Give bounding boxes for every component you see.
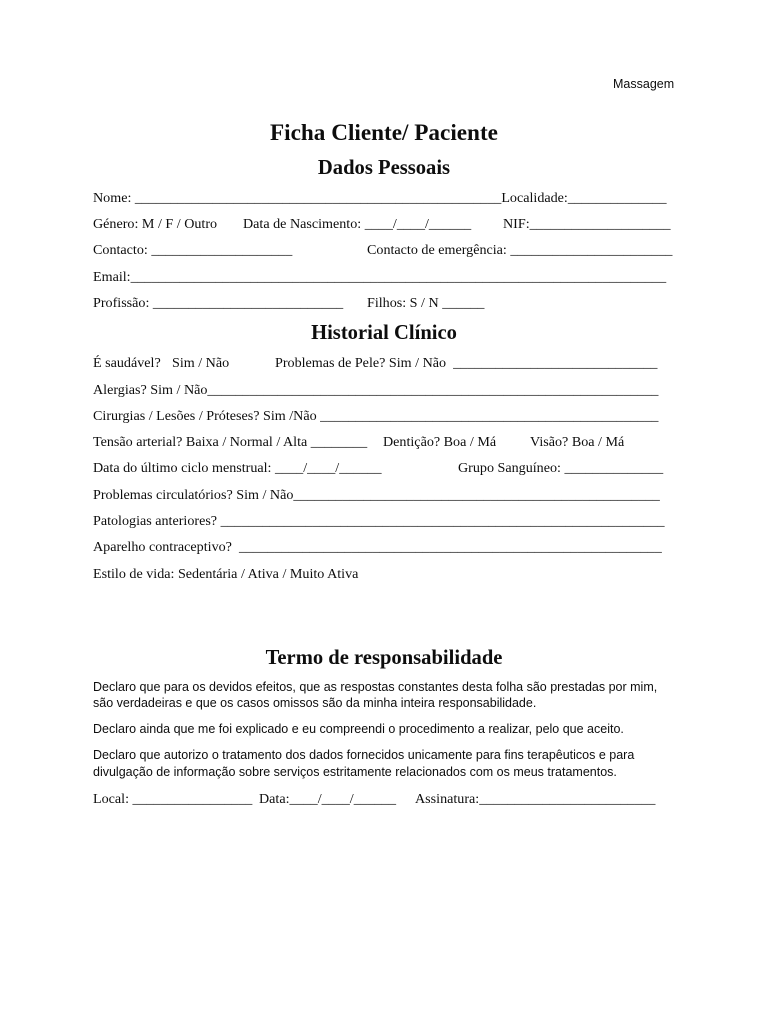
section-heading-termo: Termo de responsabilidade: [265, 647, 503, 669]
field-email: Email:____________________________________________________________________________: [93, 269, 667, 285]
field-nif: NIF:____________________: [503, 216, 671, 232]
field-tensao-arterial: Tensão arterial? Baixa / Normal / Alta ________: [93, 434, 368, 450]
field-filhos: Filhos: S / N ______: [367, 295, 485, 311]
field-profissao: Profissão: ___________________________: [93, 295, 344, 311]
field-patologias: Patologias anteriores? _______________________________________________________________: [93, 513, 665, 529]
field-aparelho-contraceptivo: Aparelho contraceptivo? ____________________________________________________________: [93, 539, 662, 555]
field-saudavel-options: Sim / Não: [172, 355, 230, 371]
field-problemas-pele: Problemas de Pele? Sim / Não _____________________________: [275, 355, 658, 371]
field-alergias: Alergias? Sim / Não________________________________________________________________: [93, 382, 659, 398]
declaration-paragraph-2-line-1: Declaro ainda que me foi explicado e eu compreendi o procedimento a realizar, pelo que aceito.: [93, 722, 624, 736]
field-local: Local: _________________: [93, 791, 253, 807]
declaration-paragraph-3-line-2: divulgação de informação sobre serviços estritamente relacionados com os meus tratamentos.: [93, 765, 617, 779]
field-contacto-emergencia: Contacto de emergência: _______________________: [367, 242, 673, 258]
field-problemas-circulatorios: Problemas circulatórios? Sim / Não____________________________________________________: [93, 487, 660, 503]
field-data: Data:____/____/______: [259, 791, 397, 807]
field-assinatura: Assinatura:_________________________: [415, 791, 656, 807]
field-estilo-vida: Estilo de vida: Sedentária / Ativa / Muito Ativa: [93, 566, 359, 582]
field-contacto: Contacto: ____________________: [93, 242, 293, 258]
field-genero: Género: M / F / Outro: [93, 216, 218, 232]
field-saudavel-label: É saudável?: [93, 355, 161, 371]
field-nome-localidade: Nome: ____________________________________________________Localidade:______________: [93, 190, 667, 206]
declaration-paragraph-3-line-1: Declaro que autorizo o tratamento dos dados fornecidos unicamente para fins terapêuticos e para: [93, 748, 635, 762]
field-ultimo-ciclo: Data do último ciclo menstrual: ____/____/______: [93, 460, 382, 476]
field-data-nascimento: Data de Nascimento: ____/____/______: [243, 216, 472, 232]
section-heading-dados-pessoais: Dados Pessoais: [317, 157, 451, 179]
field-cirurgias: Cirurgias / Lesões / Próteses? Sim /Não ________________________________________________: [93, 408, 659, 424]
declaration-paragraph-1-line-2: são verdadeiras e que os casos omissos são da minha inteira responsabilidade.: [93, 696, 537, 710]
field-denticao: Dentição? Boa / Má: [383, 434, 497, 450]
field-visao: Visão? Boa / Má: [530, 434, 625, 450]
form-title: Ficha Cliente/ Paciente: [270, 120, 498, 146]
header-label: Massagem: [613, 77, 675, 91]
section-heading-historial-clinico: Historial Clínico: [311, 322, 457, 344]
declaration-paragraph-1-line-1: Declaro que para os devidos efeitos, que as respostas constantes desta folha são prestadas por mim,: [93, 680, 658, 694]
field-grupo-sanguineo: Grupo Sanguíneo: ______________: [458, 460, 664, 476]
